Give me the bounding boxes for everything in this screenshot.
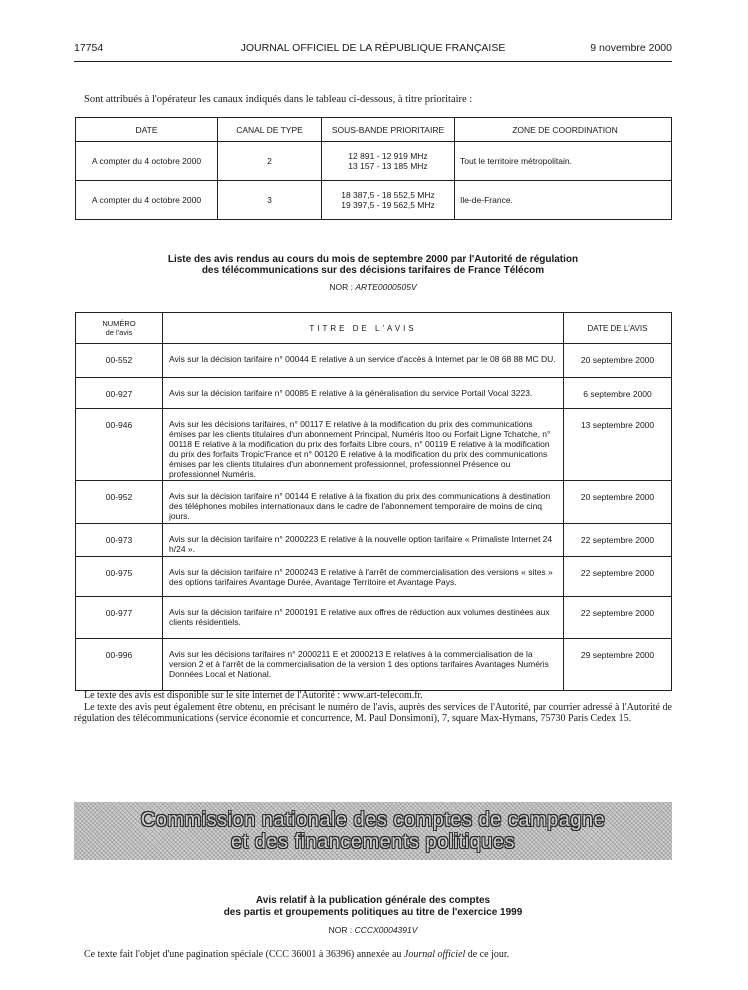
sous-bande-line: 19 397,5 - 19 562,5 MHz [341,200,435,210]
cell-titre: Avis sur la décision tarifaire n° 2000191 E relative aux offres de réduction aux volumes destinées aux clients résidentiels. [163,597,564,639]
journal-officiel-italic: Journal officiel [403,949,466,960]
cell-numero: 00-927 [76,378,163,409]
cell-numero: 00-996 [76,639,163,691]
cell-date: 29 septembre 2000 [564,639,672,691]
avis-contact-text: Le texte des avis peut également être obtenu, en précisant le numéro de l'avis, auprès des services de l'Autorité, par courrier adressé à l'Autorité de régulation des télécommunications (service économie et concurrence, M. Paul Donsimoni), 7, square Max-Hymans, 75730 Paris Cedex 15. [74,702,672,724]
avis-section-title [74,254,672,276]
table-row [76,481,672,524]
avis-title-line: Liste des avis rendus au cours du mois de septembre 2000 par l'Autorité de régulation [167,254,579,265]
running-header [74,42,672,58]
cell-titre: Avis sur les décisions tarifaires n° 2000211 E et 2000213 E relatives à la commercialisation de la version 2 et à l'arrêt de la commercialisation de la version 1 des options tarifaires Avantages Numéris Données Local et National. [163,639,564,691]
col-header-zone: ZONE DE COORDINATION [455,118,672,142]
cell-titre: Avis sur la décision tarifaire n° 2000223 E relative à la nouvelle option tarifaire « Primaliste Internet 24 h/24 ». [163,524,564,557]
table-row [76,142,672,181]
issue-date: 9 novembre 2000 [590,42,672,54]
sous-bande-line: 12 891 - 12 919 MHz [348,151,428,161]
cell-date: 20 septembre 2000 [564,344,672,378]
header-num-line: de l'avis [105,328,133,337]
cell-date: A compter du 4 octobre 2000 [76,181,218,220]
channels-table [75,117,672,220]
cell-zone: Ile-de-France. [455,181,672,220]
avis-table [75,312,672,691]
cell-date: 22 septembre 2000 [564,524,672,557]
cell-date: 20 septembre 2000 [564,481,672,524]
col-header-canal: CANAL DE TYPE [218,118,322,142]
avis-table-header [76,313,672,344]
cell-numero: 00-973 [76,524,163,557]
header-rule [74,61,672,62]
nor-label: NOR : [328,925,353,935]
nor-value: ARTE0000505V [355,282,417,292]
cell-numero: 00-552 [76,344,163,378]
col-header-numero [76,313,163,344]
table-row [76,344,672,378]
cell-canal: 3 [218,181,322,220]
nor-label: NOR : [329,282,353,292]
col-header-sous-bande: SOUS-BANDE PRIORITAIRE [322,118,455,142]
cell-zone: Tout le territoire métropolitain. [455,142,672,181]
cell-numero: 00-977 [76,597,163,639]
cell-titre: Avis sur la décision tarifaire n° 00085 E relative à la généralisation du service Portail Vocal 3223. [163,378,564,409]
table-row [76,181,672,220]
intro-text: Sont attribués à l'opérateur les canaux indiqués dans le tableau ci-dessous, à titre prioritaire : [84,94,473,105]
cell-sous-bande [322,142,455,181]
cell-titre: Avis sur les décisions tarifaires, n° 00117 E relative à la modification du prix des communications émises par les clients titulaires d'un abonnement Principal, Numéris Itoo ou Forfait Ligne Tchatche, n° 00118 E relative à la modification du prix des forfaits Libre cours, n° 00119 E relative à la modification du prix des forfaits Tropic'France et n° 00120 E relative à la modification du prix des communications émises par les clients titulaires d'un abonnement professionnel, professionnel Présence ou professionnel Numéris. [163,409,564,481]
col-header-date: DATE [76,118,218,142]
table-row [76,557,672,597]
final-avis-title-line: Avis relatif à la publication générale des comptes [255,895,491,906]
avis-nor [74,282,672,292]
final-avis-title-line: des partis et groupements politiques au titre de l'exercice 1999 [223,907,523,918]
cell-titre: Avis sur la décision tarifaire n° 00044 E relative à un service d'accès à Internet par le 08 68 88 MC DU. [163,344,564,378]
channels-table-header [76,118,672,142]
table-row [76,639,672,691]
col-header-date: DATE DE L'AVIS [564,313,672,344]
table-row [76,524,672,557]
final-text-start: Ce texte fait l'objet d'une pagination spéciale (CCC 36001 à 36396) annexée au [84,949,402,960]
avis-title-line: des télécommunications sur des décisions tarifaires de France Télécom [201,265,545,276]
table-row [76,597,672,639]
cell-date: 22 septembre 2000 [564,557,672,597]
sous-bande-line: 18 387,5 - 18 552,5 MHz [341,190,435,200]
table-row [76,409,672,481]
cell-numero: 00-952 [76,481,163,524]
cell-date: 6 septembre 2000 [564,378,672,409]
header-num-line: NUMÉRO [102,319,136,328]
banner-line: et des financements politiques [230,831,516,853]
commission-banner [74,802,672,860]
cell-canal: 2 [218,142,322,181]
page-number: 17754 [74,42,104,54]
final-avis-text [84,949,509,960]
banner-line: Commission nationale des comptes de campagne [140,809,606,831]
nor-value: CCCX0004391V [354,925,418,935]
table-row [76,378,672,409]
cell-titre: Avis sur la décision tarifaire n° 2000243 E relative à l'arrêt de commercialisation des versions « sites » des options tarifaires Avantage Durée, Avantage Territoire et Avantage Pays. [163,557,564,597]
avis-availability-text: Le texte des avis est disponible sur le site internet de l'Autorité : www.art-telecom.fr. [84,690,423,701]
final-avis-title [74,895,672,919]
col-header-titre: TITRE DE L'AVIS [163,313,564,344]
cell-date: 13 septembre 2000 [564,409,672,481]
cell-numero: 00-946 [76,409,163,481]
final-avis-nor [74,925,672,935]
cell-date: A compter du 4 octobre 2000 [76,142,218,181]
final-text-end: de ce jour. [467,949,510,960]
sous-bande-line: 13 157 - 13 185 MHz [348,161,428,171]
cell-sous-bande [322,181,455,220]
journal-title: JOURNAL OFFICIEL DE LA RÉPUBLIQUE FRANÇAISE [240,42,506,54]
cell-date: 22 septembre 2000 [564,597,672,639]
cell-titre: Avis sur la décision tarifaire n° 00144 E relative à la fixation du prix des communications à destination des téléphones mobiles internationaux dans le cadre de l'abonnement temporaire de moins de cinq jours. [163,481,564,524]
cell-numero: 00-975 [76,557,163,597]
